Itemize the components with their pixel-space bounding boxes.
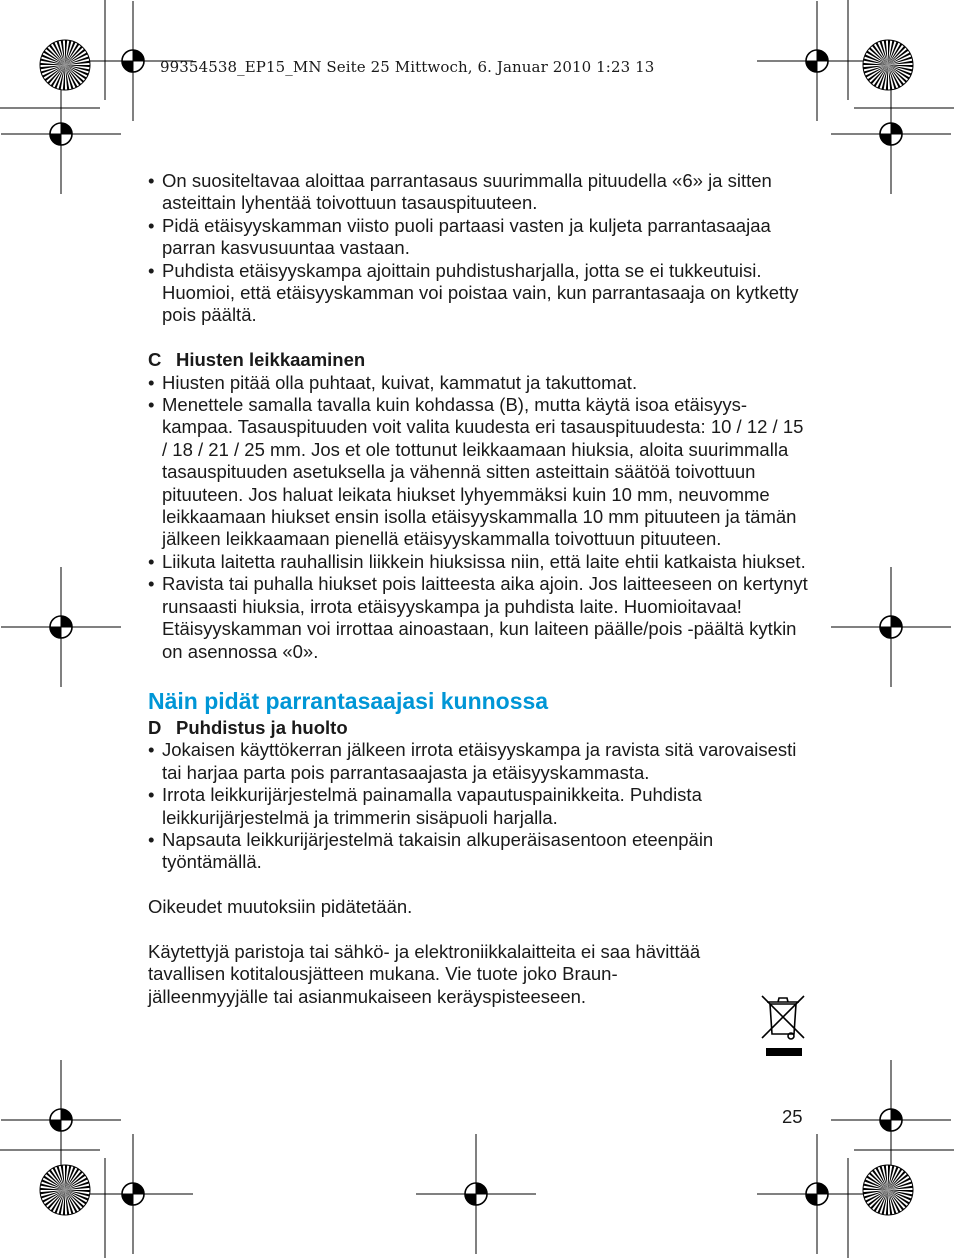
intro-bullet-list bbox=[148, 170, 808, 327]
list-item: • Menettele samalla tavalla kuin kohdassa (B), mutta käytä isoa etäisyys-kampaa. Tasauspituuden voit valita kuudesta eri tasauspituudesta: 10 / 12 / 15 / 18 / 21 / 25 mm. Jos et ole tottunut leikkaamaan hiuksia, aloita suurimmalla tasauspituuden asetuksella ja vähennä sitten asteittain säätöä toivottuun pituuteen. Jos haluat leikata hiukset lyhyemmäksi kuin 10 mm, neuvomme leikkaamaan hiukset ensin isolla etäisyyskammalla 10 mm pituuteen ja tämän jälkeen leikkaamaan pienellä etäisyyskammalla toivottuun pituuteen. bbox=[148, 394, 808, 551]
disposal-notice: Käytettyjä paristoja tai sähkö- ja elektroniikkalaitteita ei saa hävittää tavallisen kotitalousjätteen mukana. Vie tuote joko Braun-jälleenmyyjälle tai asianmukaiseen keräyspisteeseen. bbox=[148, 940, 701, 1007]
list-item: • Jokaisen käyttökerran jälkeen irrota etäisyyskampa ja ravista sitä varovaisesti tai harjaa parta pois parrantasaajasta ja etäisyyskammasta. bbox=[148, 739, 808, 784]
list-item: • Hiusten pitää olla puhtaat, kuivat, kammatut ja takuttomat. bbox=[148, 372, 808, 394]
list-item: • Puhdista etäisyyskampa ajoittain puhdistusharjalla, jotta se ei tukkeutuisi. Huomioi, että etäisyyskamman voi poistaa vain, kun parrantasaaja on kytketty pois päältä. bbox=[148, 260, 808, 327]
page-number: 25 bbox=[782, 1106, 803, 1127]
section-title: Puhdistus ja huolto bbox=[176, 716, 348, 738]
section-c-bullet-list bbox=[148, 372, 808, 663]
page-content bbox=[148, 170, 808, 1008]
section-d-heading bbox=[148, 717, 808, 739]
print-slug-line: 99354538_EP15_MN Seite 25 Mittwoch, 6. Januar 2010 1:23 13 bbox=[160, 58, 655, 76]
section-c-heading bbox=[148, 349, 808, 371]
rights-notice: Oikeudet muutoksiin pidätetään. bbox=[148, 896, 413, 918]
list-item: • Irrota leikkurijärjestelmä painamalla vapautuspainikkeita. Puhdista leikkurijärjestelmä ja trimmerin sisäpuoli harjalla. bbox=[148, 784, 808, 829]
section-d-bullet-list bbox=[148, 739, 808, 873]
registration-starburst-icon bbox=[40, 1165, 90, 1215]
section-letter: C bbox=[148, 349, 162, 371]
list-item: • Ravista tai puhalla hiukset pois laitteesta aika ajoin. Jos laitteeseen on kertynyt runsaasti hiuksia, irrota etäisyyskampa ja puhdista laite. Huomioitavaa! Etäisyyskamman voi irrottaa ainoastaan, kun laiteen päälle/pois -päältä kytkin on asennossa «0». bbox=[148, 573, 808, 663]
maintenance-heading: Näin pidät parrantasaajasi kunnossa bbox=[148, 687, 549, 714]
list-item: • Pidä etäisyyskamman viisto puoli partaasi vasten ja kuljeta parrantasaajaa parran kasvusuuntaa vastaan. bbox=[148, 215, 808, 260]
list-item: • On suositeltavaa aloittaa parrantasaus suurimmalla pituudella «6» ja sitten asteittain lyhentää toivottuun tasauspituuteen. bbox=[148, 170, 808, 215]
registration-starburst-icon bbox=[863, 1165, 913, 1215]
list-item: • Napsauta leikkurijärjestelmä takaisin alkuperäisasentoon eteenpäin työntämällä. bbox=[148, 829, 808, 874]
section-letter: D bbox=[148, 716, 162, 738]
registration-starburst-icon bbox=[863, 40, 913, 90]
list-item: • Liikuta laitetta rauhallisin liikkein hiuksissa niin, että laite ehtii katkaista hiukset. bbox=[148, 551, 808, 573]
registration-starburst-icon bbox=[40, 40, 90, 90]
section-title: Hiusten leikkaaminen bbox=[176, 349, 366, 371]
crossed-out-wheelie-bin-icon bbox=[758, 992, 810, 1058]
